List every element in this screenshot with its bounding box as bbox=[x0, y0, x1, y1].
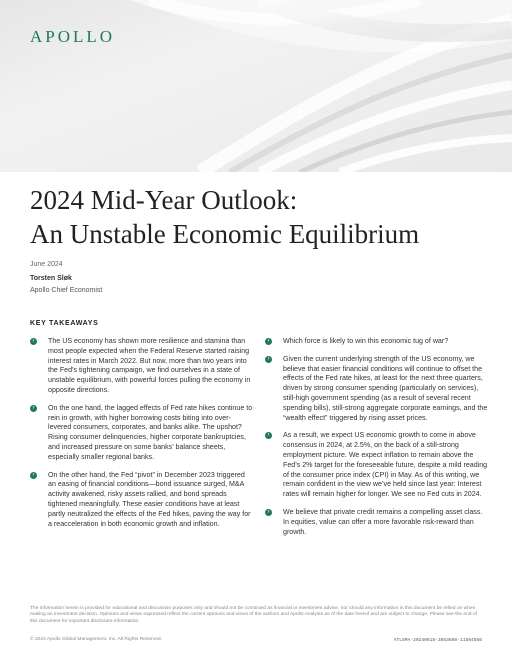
takeaway-text: We believe that private credit remains a compelling asset class. In equities, value can offer a more favorable risk-reward than growth. bbox=[283, 507, 483, 536]
apollo-logo: APOLLO bbox=[30, 27, 116, 46]
takeaway-item bbox=[265, 337, 489, 347]
takeaway-text: On the other hand, the Fed “pivot” in December 2023 triggered an easing of financial conditions—bond issuance surged, M&A activity awakened, risky assets rallied, and bond spreads tightened meaningfully. These easier conditions have at least partly neutralized the effects of the Fed hikes, paving the way for a reacceleration in both economic growth and inflation. bbox=[48, 470, 251, 528]
takeaway-item bbox=[265, 508, 489, 537]
takeaway-item bbox=[30, 404, 254, 463]
hero-banner bbox=[0, 0, 512, 172]
arrow-right-circle-icon: › bbox=[30, 405, 37, 412]
takeaway-text: Which force is likely to win this economic tug of war? bbox=[283, 337, 449, 345]
document-code: ATLSMA-20240618-3653680-11594556 bbox=[393, 638, 482, 643]
takeaway-text: On the one hand, the lagged effects of Fed rate hikes continue to rein in growth, with higher borrowing costs biting into over-levered consumers, corporates, and banks alike. The upshot? Rising consumer delinquencies, higher corporate bankruptcies, and increased pressure on some banks’ balance sheets, especially smaller regional banks. bbox=[48, 403, 253, 461]
takeaway-item bbox=[265, 431, 489, 500]
publication-date: June 2024 bbox=[30, 261, 63, 268]
takeaway-item bbox=[30, 471, 254, 530]
page-title bbox=[30, 183, 490, 251]
title-line-2: An Unstable Economic Equilibrium bbox=[30, 219, 420, 249]
key-takeaways-heading: KEY TAKEAWAYS bbox=[30, 320, 99, 327]
arrow-right-circle-icon: › bbox=[30, 472, 37, 479]
author-name: Torsten Sløk bbox=[30, 275, 72, 282]
takeaway-item bbox=[30, 337, 254, 396]
wave-graphic bbox=[0, 0, 512, 172]
arrow-right-circle-icon: › bbox=[30, 338, 37, 345]
arrow-right-circle-icon: › bbox=[265, 432, 272, 439]
takeaway-text: Given the current underlying strength of the US economy, we believe that easier financial conditions will continue to offset the effects of the Fed rate hikes, at least for the next three quarters, driven by strong consumer spending (particularly on services), still-high government spending (as a result of several recent spending bills), still-strong aggregate corporate earnings, and the “wealth effect” triggered by rising asset prices. bbox=[283, 354, 488, 422]
takeaways-right-column bbox=[265, 337, 489, 545]
arrow-right-circle-icon: › bbox=[265, 509, 272, 516]
takeaway-item bbox=[265, 355, 489, 424]
takeaways-left-column bbox=[30, 337, 254, 537]
disclaimer-text: The information herein is provided for educational and discussion purposes only and should not be construed as financial or investment advice, nor should any information in this document be relied on when making an investment decision. Opinions and views expressed reflect the current opinions and views of the authors and Apollo Analysts as of the date hereof and are subject to change. Please see the end of this document for important disclosure information. bbox=[30, 606, 477, 624]
copyright-text: © 2024 Apollo Global Management, Inc. All Rights Reserved. bbox=[30, 637, 162, 642]
takeaway-text: The US economy has shown more resilience and stamina than most people expected when the Federal Reserve started raising interest rates in March 2022. But now, more than two years into the Fed’s tightening campaign, we find ourselves in a state of unstable equilibrium, with powerful forces pulling the economy in opposite directions. bbox=[48, 337, 251, 394]
arrow-right-circle-icon: › bbox=[265, 356, 272, 363]
takeaway-text: As a result, we expect US economic growth to come in above consensus in 2024, at 2.5%, on the back of a still-strong employment picture. We expect inflation to remain above the Fed’s 2% target for the foreseeable future, despite a mild reading of the consumer price index (CPI) in May. As of this writing, we remain confident in the view we’ve held since last year: Interest rates will remain higher for longer. We see no Fed cuts in 2024. bbox=[283, 431, 488, 499]
author-role: Apollo Chief Economist bbox=[30, 287, 103, 294]
title-line-1: 2024 Mid-Year Outlook: bbox=[30, 185, 298, 215]
arrow-right-circle-icon: › bbox=[265, 338, 272, 345]
